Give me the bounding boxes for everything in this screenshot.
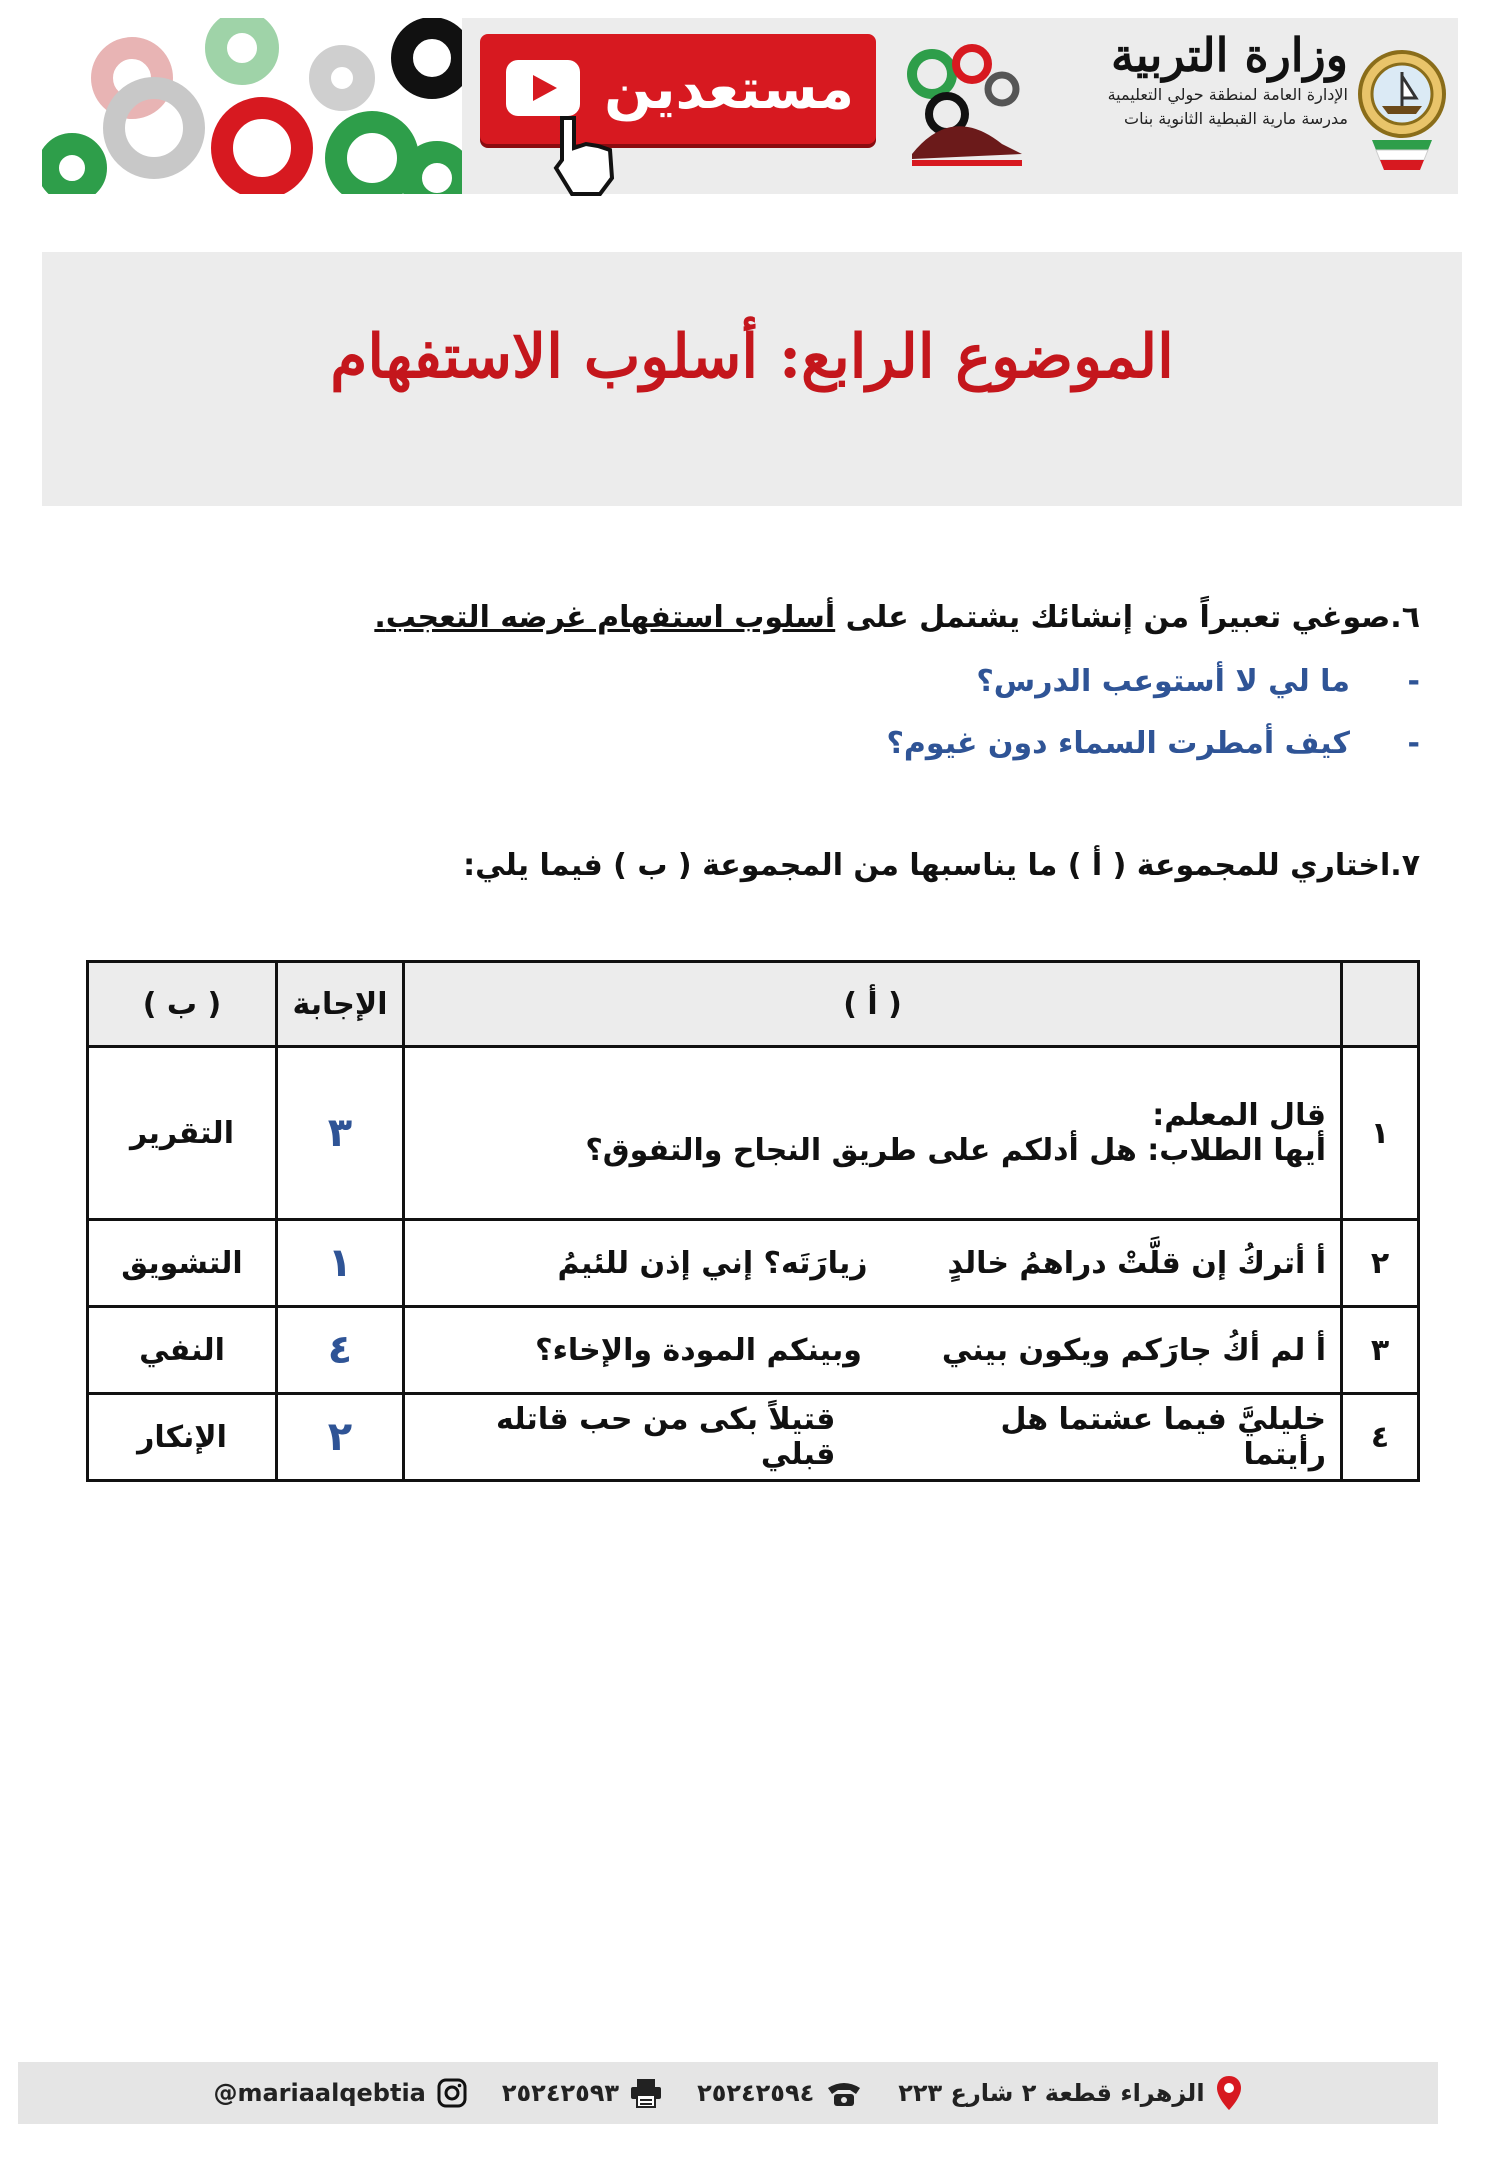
answer-text: كيف أمطرت السماء دون غيوم؟ (886, 726, 1350, 761)
question-6-number: ٦. (1390, 600, 1420, 635)
fax-text: ٢٥٢٤٢٥٩٣ (501, 2079, 620, 2107)
footer-phone[interactable] (697, 2078, 864, 2108)
footer-bar (18, 2062, 1438, 2124)
verse-first-half: أ أتركُ إن قلَّتْ دراهمُ خالدٍ (947, 1245, 1326, 1281)
question-7-text: اختاري للمجموعة ( أ ) ما يناسبها من المجموعة ( ب ) فيما يلي: (463, 848, 1391, 883)
answer-dash: - (1407, 726, 1420, 761)
verse-second-half: قتيلاً بكى من حب قاتله قبلي (496, 1402, 836, 1472)
instagram-icon (436, 2077, 468, 2109)
row-purpose: الإنكار (88, 1394, 277, 1481)
table-row (88, 1307, 1419, 1394)
row-number: ٤ (1342, 1394, 1419, 1481)
table-row (88, 1394, 1419, 1481)
pointer-hand-icon (542, 108, 632, 198)
statement-line: أيها الطلاب: هل أدلكم على طريق النجاح والتفوق؟ (585, 1133, 1326, 1168)
footer-instagram[interactable] (213, 2077, 467, 2109)
footer-fax (502, 2077, 663, 2109)
header-answer: الإجابة (277, 962, 404, 1047)
location-pin-icon (1215, 2074, 1243, 2112)
row-number: ١ (1342, 1047, 1419, 1220)
topic-title: الموضوع الرابع: أسلوب الاستفهام (330, 322, 1174, 392)
phone-text: ٢٥٢٤٢٥٩٤ (697, 2079, 815, 2107)
school-name: مدرسة مارية القبطية الثانوية بنات (1124, 109, 1348, 129)
header-num (1342, 962, 1419, 1047)
footer-address (898, 2074, 1242, 2112)
printer-icon (629, 2077, 663, 2109)
topic-box (42, 252, 1462, 506)
verse-second-half: زيارَتَه؟ إني إذن للئيمُ (557, 1245, 868, 1281)
answer-dash: - (1407, 664, 1420, 699)
header-group-a: ( أ ) (404, 962, 1342, 1047)
telephone-icon (824, 2078, 864, 2108)
ministry-district: الإدارة العامة لمنطقة حولي التعليمية (1107, 85, 1348, 105)
row-statement (404, 1307, 1342, 1394)
row-answer: ٤ (277, 1307, 404, 1394)
address-text: الزهراء قطعة ٢ شارع ٢٢٣ (898, 2079, 1205, 2107)
instagram-handle: @mariaalqebtia (213, 2079, 426, 2107)
question-6-period: . (374, 600, 386, 635)
question-7 (120, 848, 1420, 883)
row-purpose: النفي (88, 1307, 277, 1394)
table-header-row (88, 962, 1419, 1047)
verse-first-half: خليليَّ فيما عشتما هل رأيتما (1000, 1402, 1326, 1472)
kuwait-emblem-icon (1354, 32, 1450, 182)
header-group-b: ( ب ) (88, 962, 277, 1047)
question-6-text: صوغي تعبيراً من إنشائك يشتمل على (835, 600, 1391, 635)
gears-decoration-icon (42, 18, 462, 194)
table-row (88, 1220, 1419, 1307)
answer-text: ما لي لا أستوعب الدرس؟ (976, 664, 1350, 699)
row-answer: ٢ (277, 1394, 404, 1481)
row-answer: ٣ (277, 1047, 404, 1220)
youtube-label: مستعدين (604, 56, 854, 122)
verse-second-half: وبينكم المودة والإخاء؟ (535, 1332, 862, 1368)
ministry-block (988, 28, 1348, 131)
matching-table (86, 960, 1420, 1482)
question-6 (120, 600, 1420, 635)
row-purpose: التقرير (88, 1047, 277, 1220)
ministry-title: وزارة التربية (1111, 28, 1348, 82)
table-row (88, 1047, 1419, 1220)
row-number: ٣ (1342, 1307, 1419, 1394)
row-statement (404, 1394, 1342, 1481)
question-6-underlined: أسلوب استفهام غرضه التعجب (385, 600, 836, 635)
row-statement (404, 1047, 1342, 1220)
row-answer: ١ (277, 1220, 404, 1307)
verse-first-half: أ لم أكُ جارَكم ويكون بيني (941, 1332, 1326, 1368)
row-statement (404, 1220, 1342, 1307)
row-purpose: التشويق (88, 1220, 277, 1307)
header-banner (42, 18, 1458, 194)
answer-line (120, 726, 1420, 761)
statement-line: قال المعلم: (1152, 1098, 1326, 1133)
question-7-number: ٧. (1390, 848, 1420, 883)
answer-line (120, 664, 1420, 699)
youtube-button[interactable] (480, 34, 876, 144)
row-number: ٢ (1342, 1220, 1419, 1307)
